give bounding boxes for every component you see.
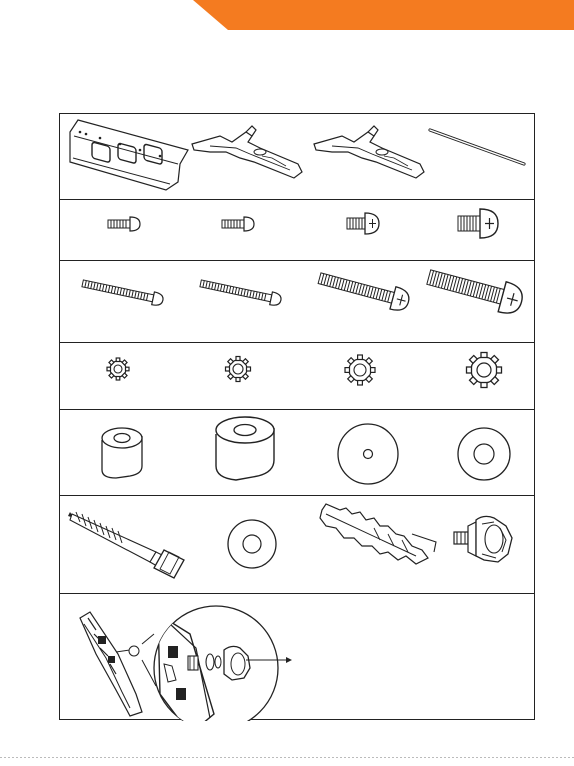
lag-bolt-icon: [68, 512, 184, 578]
tv-arm-bracket-icon: [314, 126, 424, 178]
large-spacer-icon: [216, 417, 274, 480]
rod-icon: [430, 130, 524, 164]
wall-plate-icon: [70, 120, 188, 190]
parts-sheet: [59, 113, 535, 720]
washer-icon: [458, 428, 510, 480]
screw-icon: [222, 217, 254, 231]
spacers-washers-row: [60, 410, 534, 496]
assembly-diagram-icon: [60, 594, 536, 721]
orange-banner-shape: [193, 0, 574, 30]
screw-icon: [347, 213, 379, 234]
tv-arm-bracket-icon: [192, 126, 302, 178]
long-screw-icon: [81, 277, 164, 307]
lock-washer-icon: [345, 355, 375, 385]
long-screw-icon: [317, 267, 412, 313]
washer-icon: [228, 520, 276, 568]
anchors-row: [60, 496, 534, 594]
screw-icon: [108, 217, 140, 231]
header-banner: [0, 0, 574, 30]
lock-washer-icon: [467, 353, 502, 388]
lock-washers-row: [60, 343, 534, 410]
short-screws-row: [60, 200, 534, 261]
knob-icon: [454, 516, 512, 562]
zoom-circle: [142, 606, 278, 721]
page-footer-rule: [0, 748, 574, 755]
long-screw-icon: [199, 277, 282, 307]
long-screw-icon: [425, 262, 526, 317]
brackets-row: [60, 114, 534, 200]
lock-washer-icon: [226, 357, 251, 382]
washer-icon: [338, 424, 398, 484]
small-spacer-icon: [102, 428, 142, 478]
long-screws-row: [60, 261, 534, 343]
screw-icon: [458, 209, 498, 238]
bracket-on-arm-icon: [80, 612, 142, 716]
assembly-row: [60, 594, 534, 721]
lock-washer-icon: [107, 358, 129, 380]
wall-anchor-icon: [320, 504, 436, 564]
